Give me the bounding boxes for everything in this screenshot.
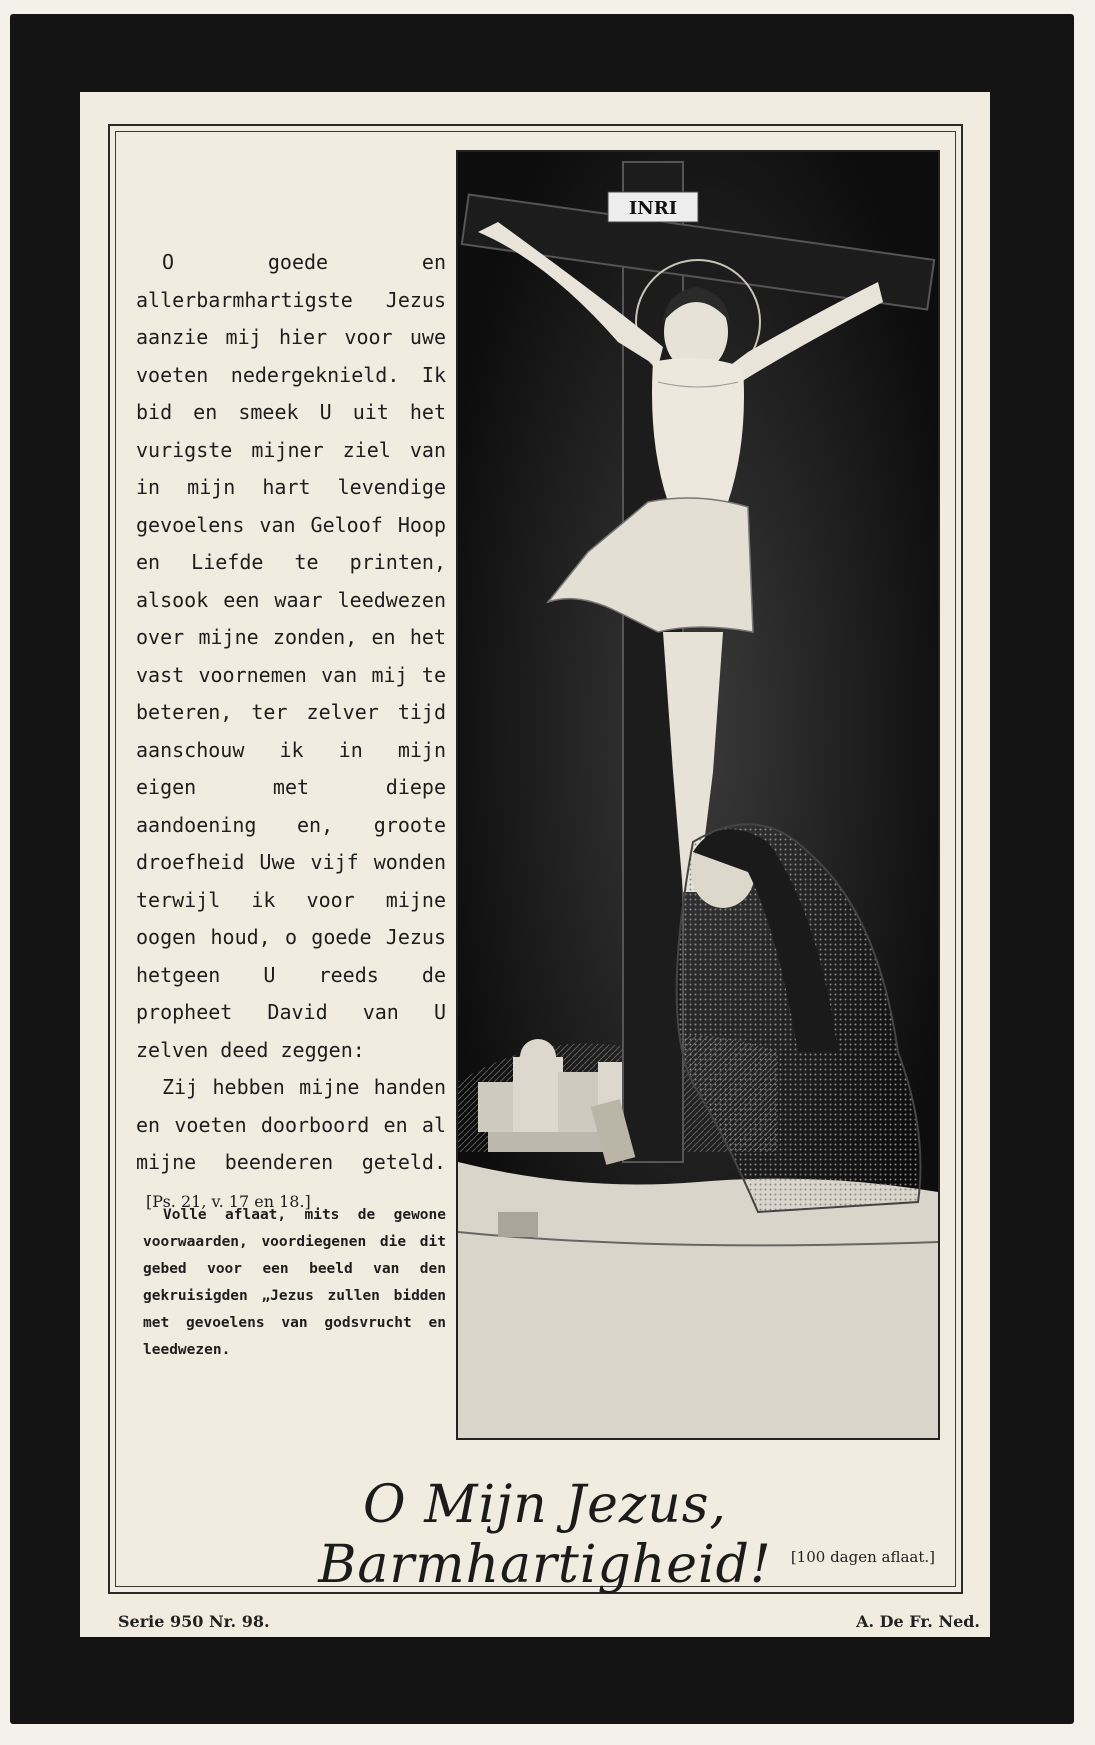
prayer-text: [136, 244, 446, 1220]
prayer-body: O goede en allerbarmhartigste Jezus aanzie mij hier voor uwe voeten nedergeknield. Ik bid en smeek U uit het vurigste mijner ziel van in mijn hart levendige gevoelens van Geloof Hoop en Liefde te printen, alsook een waar leedwezen over mijne zonden, en het vast voornemen van mij te beteren, ter zelver tijd aanschouw ik in mijn eigen met diepe aandoening en, groote droefheid Uwe vijf wonden terwijl ik voor mijne oogen houd, o goede Jezus hetgeen U reeds de propheet David van U zelven deed zeggen:: [136, 250, 446, 1062]
indulgence-text: Volle aflaat, mits de gewone voorwaarden, voordiegenen die dit gebed voor een beeld van den gekruisigden „Jezus zullen bidden met gevoelens van godsvrucht en leedwezen.: [143, 1207, 446, 1358]
indulgence-note: [143, 1202, 446, 1364]
ground-stone: [498, 1212, 538, 1237]
verse-reference: [Ps. 21, v. 17 en 18.]: [146, 1191, 311, 1211]
invocation-title: O Mijn Jezus, Barmhartigheid!: [318, 1475, 772, 1595]
publisher-mark: A. De Fr. Ned.: [856, 1612, 980, 1631]
crucifixion-engraving: [458, 152, 938, 1438]
series-number: Serie 950 Nr. 98.: [118, 1612, 270, 1631]
verse-text: Zij hebben mijne handen en voeten doorboord en al mijne beenderen geteld.: [136, 1075, 446, 1174]
inri-inscription: INRI: [628, 198, 678, 219]
title-indulgence: [100 dagen aflaat.]: [790, 1548, 935, 1566]
prayer-verse: [136, 1069, 446, 1220]
torso: [652, 358, 744, 507]
crucifixion-illustration: [456, 150, 940, 1440]
